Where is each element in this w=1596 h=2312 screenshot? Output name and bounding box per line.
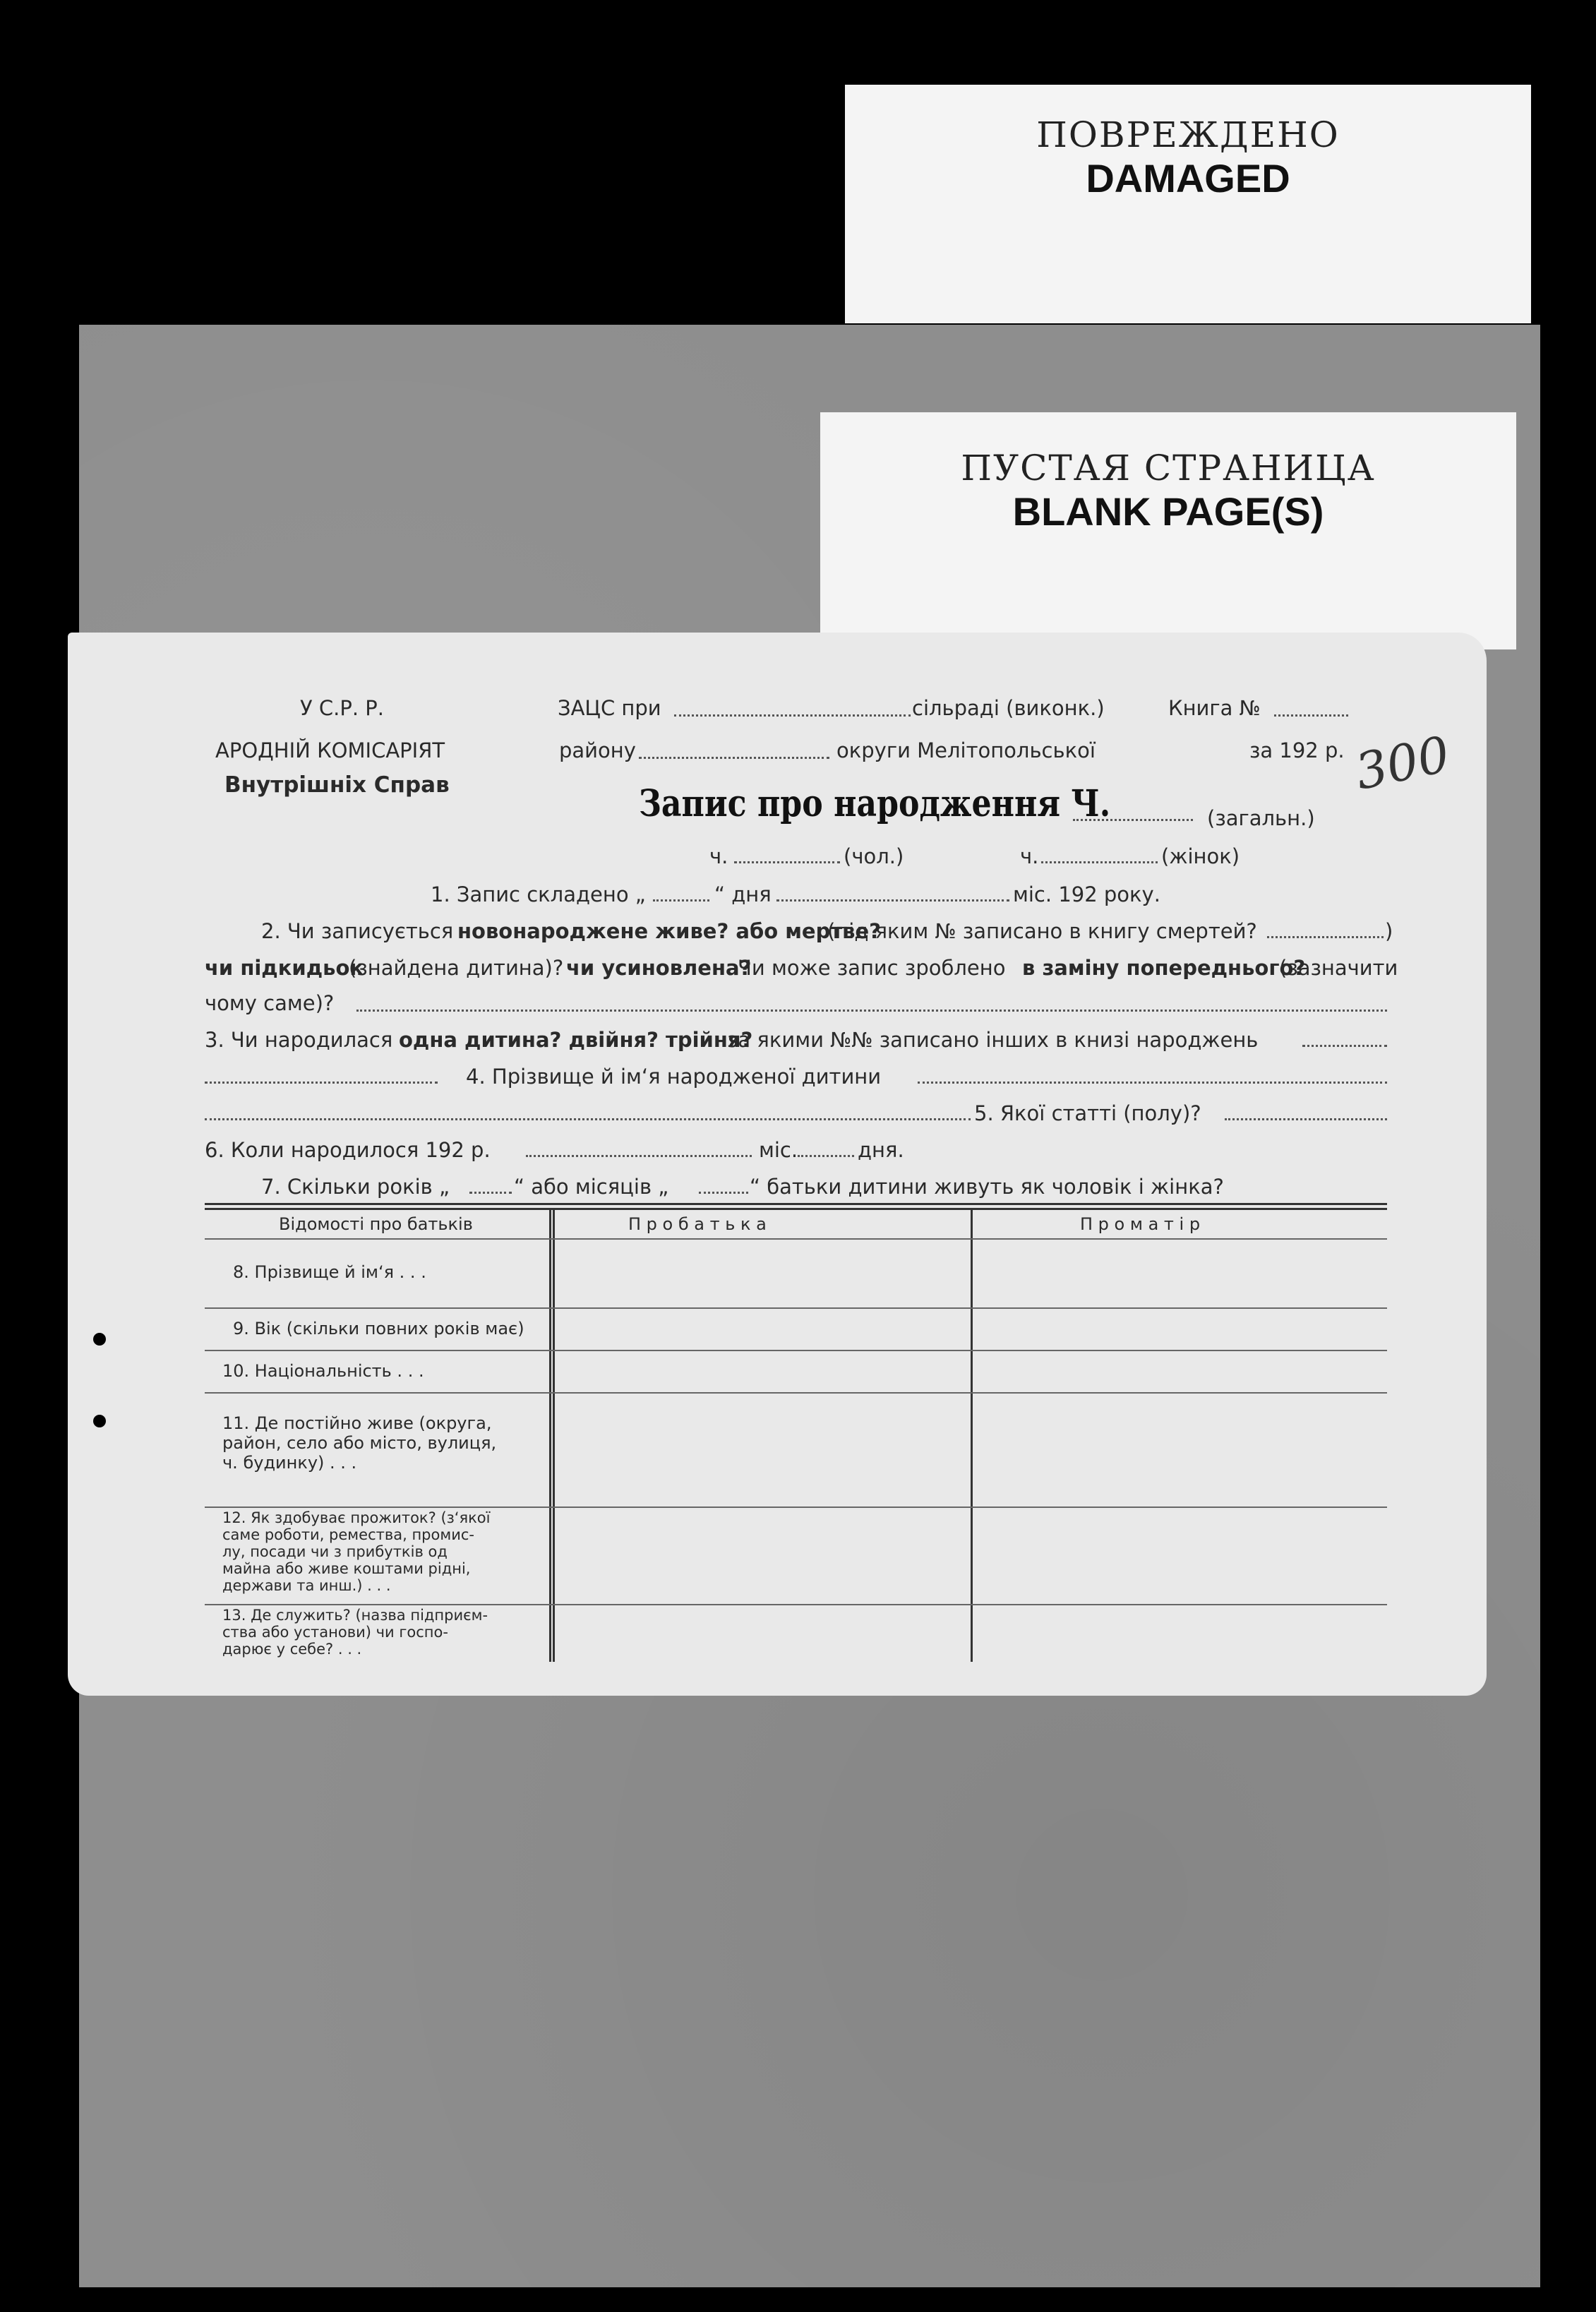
q2-replacement: в заміну попереднього? xyxy=(1022,956,1306,980)
table-row-rule xyxy=(205,1392,1387,1394)
punch-hole xyxy=(93,1415,106,1427)
q1-day-label: “ дня xyxy=(714,882,772,906)
q2-why: чому саме)? xyxy=(205,991,335,1015)
year-label: за 192 р. xyxy=(1249,738,1345,762)
form-title: Запис про народження Ч. xyxy=(639,782,1111,825)
q2-found-child: (знайдена дитина)? xyxy=(349,956,564,980)
table-top-rule xyxy=(205,1208,1387,1210)
table-head-father: П р о б а т ь к а xyxy=(628,1214,767,1234)
table-head-info: Відомості про батьків xyxy=(279,1214,473,1234)
book-label: Книга № xyxy=(1168,696,1261,720)
field-q2-reason xyxy=(356,1010,1387,1012)
q4-label: 4. Прізвище й ім‘я народженої дитини xyxy=(466,1065,882,1089)
table-row-residence: 11. Де постійно живе (округа, район, село або місто, вулиця, ч. будинку) . . . xyxy=(222,1413,497,1473)
zags-label: ЗАЦС при xyxy=(558,696,661,720)
q1-label: 1. Запис складено „ xyxy=(431,882,646,906)
silrada-label: сільраді (виконк.) xyxy=(912,696,1105,720)
q2-alive-dead: новонароджене живе? або мертве? xyxy=(457,919,882,943)
male-label: (чол.) xyxy=(844,844,904,868)
q7-label: 7. Скільки років „ xyxy=(261,1175,450,1199)
q2-adopted: чи усиновлена? xyxy=(566,956,752,980)
damaged-label-ru: ПОВРЕЖДЕНО xyxy=(1036,114,1340,155)
q5-label: 5. Якої статті (полу)? xyxy=(974,1101,1201,1125)
header-commissariat: АРОДНІЙ КОМІСАРІЯТ xyxy=(215,738,445,762)
field-q1-month xyxy=(776,899,1009,902)
field-record-number xyxy=(1073,819,1193,821)
header-internal-affairs: Внутрішніх Справ xyxy=(224,772,450,798)
field-q4-prefix xyxy=(205,1082,438,1084)
female-count-prefix: ч. xyxy=(1020,844,1039,868)
q2-death-book: (під яким № записано в книгу смертей? xyxy=(827,919,1257,943)
table-top-rule xyxy=(205,1203,1387,1205)
damaged-label-en: DAMAGED xyxy=(1086,156,1290,200)
q7-months-label: “ або місяців „ xyxy=(514,1175,669,1199)
field-q1-day xyxy=(653,899,709,902)
field-q6-day xyxy=(526,1155,752,1157)
blank-label-en: BLANK PAGE(S) xyxy=(1012,489,1324,534)
q2-foundling: чи підкидьок xyxy=(205,956,364,980)
q2-label: 2. Чи записується xyxy=(261,919,454,943)
field-raion xyxy=(639,757,829,759)
damaged-label xyxy=(845,85,1531,323)
q7-tail: “ батьки дитини живуть як чоловік і жінка? xyxy=(750,1175,1224,1199)
table-row-livelihood: 12. Як здобуває прожиток? (з‘якої саме роботи, ремества, промис- лу, посади чи з прибутків од майна або живе коштами рідні, держави та инш.) . . . xyxy=(222,1509,491,1594)
handwritten-number: 300 xyxy=(1350,725,1455,801)
q6-month-label: міс. xyxy=(759,1138,798,1162)
general-label: (загальн.) xyxy=(1207,806,1315,830)
table-row-rule xyxy=(205,1604,1387,1605)
male-count-prefix: ч. xyxy=(709,844,728,868)
q3-label: 3. Чи народилася xyxy=(205,1028,393,1052)
field-q3-numbers xyxy=(1302,1045,1387,1047)
field-female-count xyxy=(1041,861,1158,863)
field-q7-years xyxy=(469,1192,512,1194)
q6-label: 6. Коли народилося 192 р. xyxy=(205,1138,491,1162)
field-q5-sex xyxy=(1225,1118,1387,1120)
table-row-employment: 13. Де служить? (назва підприєм- ства або установи) чи госпо- дарює у себе? . . . xyxy=(222,1607,488,1658)
blank-label-ru: ПУСТАЯ СТРАНИЦА xyxy=(961,448,1376,489)
table-header-rule xyxy=(205,1238,1387,1240)
table-col-divider xyxy=(971,1210,973,1662)
blank-page-label xyxy=(820,412,1516,649)
table-row-rule xyxy=(205,1507,1387,1508)
q3-numbers: за якими №№ записано інших в книзі народжень xyxy=(727,1028,1259,1052)
q6-day-label: дня. xyxy=(858,1138,904,1162)
field-male-count xyxy=(734,861,840,863)
field-q4-continued xyxy=(205,1118,971,1120)
field-q4-name xyxy=(918,1082,1387,1084)
table-row-surname: 8. Прізвище й ім‘я . . . xyxy=(233,1262,426,1282)
table-row-age: 9. Вік (скільки повних років має) xyxy=(233,1319,524,1338)
q2-replacement-q: Чи може запис зроблено xyxy=(738,956,1006,980)
table-col-divider xyxy=(549,1210,551,1662)
table-row-rule xyxy=(205,1307,1387,1309)
field-q6-month xyxy=(798,1155,854,1157)
field-book-number xyxy=(1274,714,1348,717)
field-q7-months xyxy=(699,1192,748,1194)
okruh-label: округи Мелітопольської xyxy=(836,738,1096,762)
field-q2-death-number xyxy=(1267,936,1384,938)
field-silrada xyxy=(674,714,911,717)
header-ussr: У С.Р. Р. xyxy=(300,696,384,720)
q3-single-twins: одна дитина? двійня? трійня? xyxy=(399,1028,753,1052)
q2-specify: (зазначити xyxy=(1279,956,1398,980)
table-col-divider xyxy=(553,1210,555,1662)
table-row-rule xyxy=(205,1350,1387,1351)
raion-label: району xyxy=(559,738,636,762)
q2-close: ) xyxy=(1385,919,1393,943)
q1-month-label: міс. 192 року. xyxy=(1013,882,1160,906)
table-row-nationality: 10. Національність . . . xyxy=(222,1361,424,1381)
female-label: (жінок) xyxy=(1161,844,1240,868)
table-head-mother: П р о м а т і р xyxy=(1080,1214,1201,1234)
punch-hole xyxy=(93,1333,106,1346)
